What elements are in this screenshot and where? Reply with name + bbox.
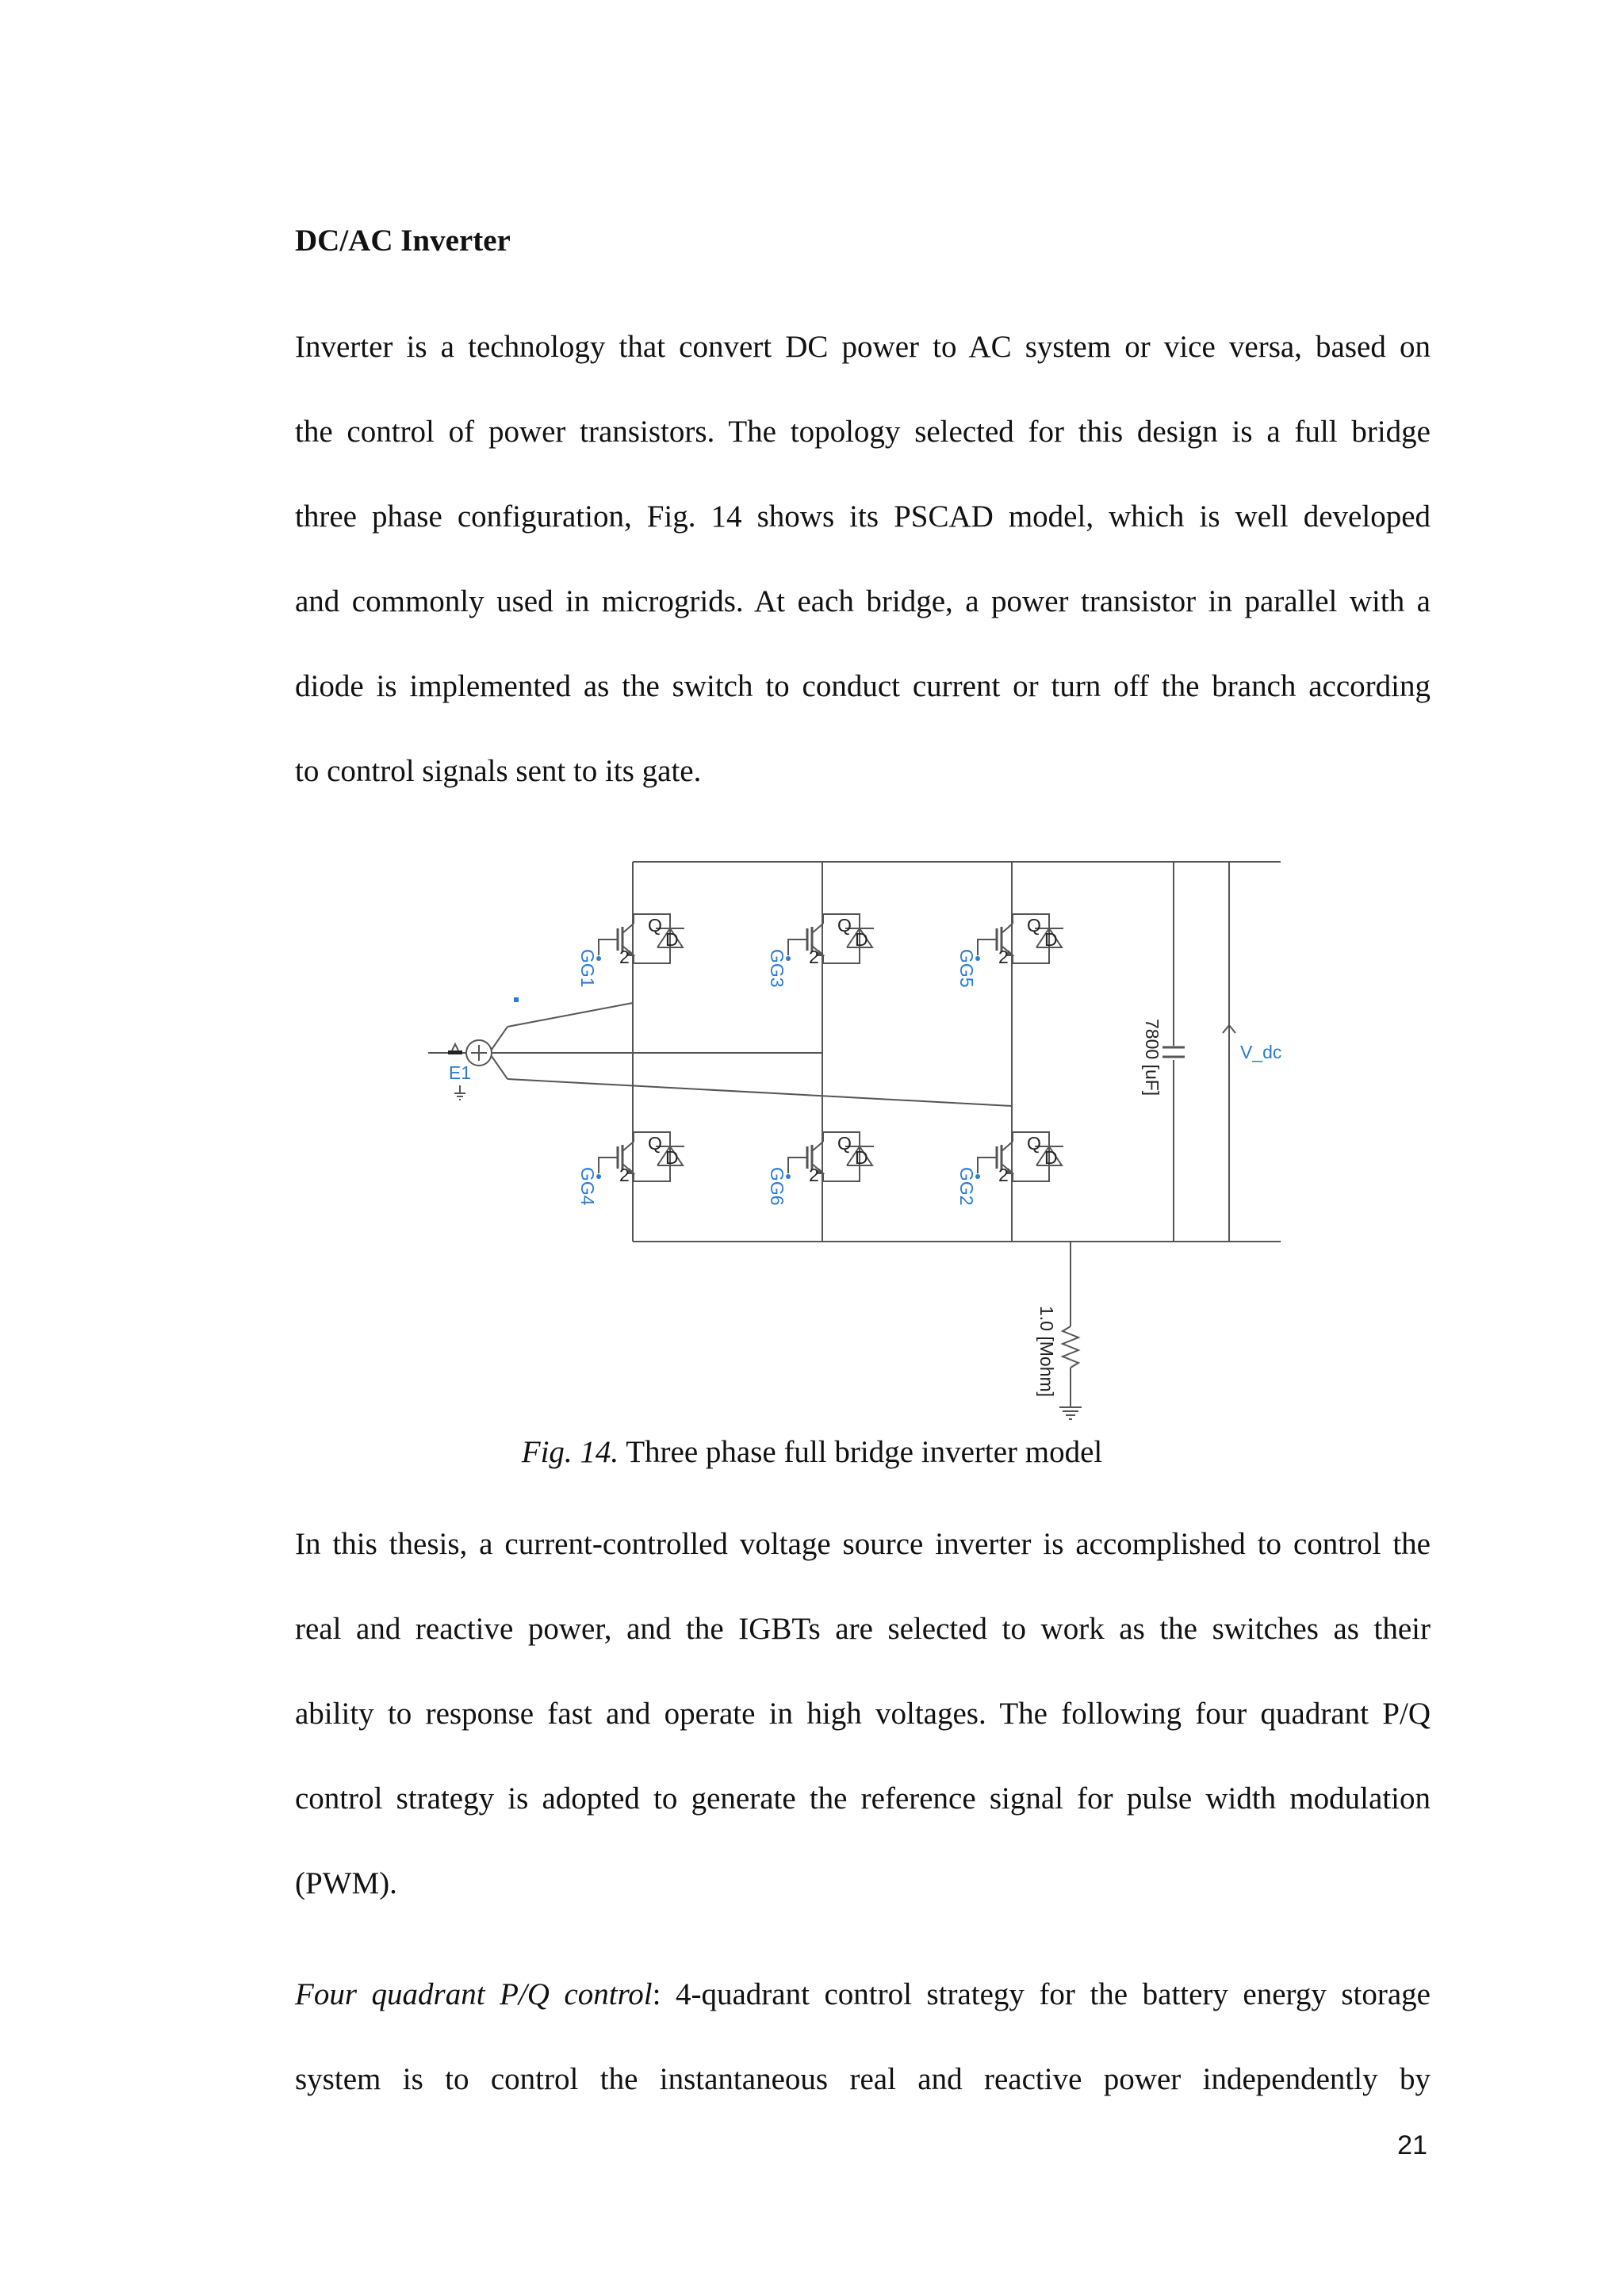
text-line: control strategy is adopted to generate the reference signal for pulse width modulation	[295, 1781, 1431, 1816]
emphasis-term: Four quadrant P/Q control	[295, 1977, 653, 2011]
figure-caption	[0, 1432, 1624, 1473]
text-line: Inverter is a technology that convert DC power to AC system or vice versa, based on	[295, 330, 1431, 364]
pulse-count-label: 2	[998, 947, 1009, 967]
transistor-label: Q	[837, 915, 852, 936]
dc-voltmeter	[1223, 1025, 1281, 1062]
gate-label: GG6	[767, 1167, 787, 1206]
pulse-count-label: 2	[998, 1165, 1009, 1185]
resistor-label: 1.0 [Mohm]	[1036, 1306, 1057, 1398]
igbt-switch-gg6	[767, 1132, 874, 1206]
collector-lead	[1002, 924, 1013, 933]
text-line: diode is implemented as the switch to conduct current or turn off the branch according	[295, 669, 1431, 703]
collector-lead	[622, 924, 634, 933]
gate-label: GG1	[577, 949, 598, 988]
gate-lead	[788, 1158, 807, 1173]
paragraph-inverter-intro	[295, 327, 1431, 836]
gate-label: GG2	[956, 1167, 977, 1206]
phase-a-wire	[508, 1003, 633, 1027]
transistor-label: Q	[648, 1133, 662, 1154]
gate-lead	[599, 1158, 618, 1173]
diode-label: D	[855, 1147, 868, 1168]
gate-label: GG5	[956, 949, 977, 988]
paragraph-control-approach	[295, 1524, 1431, 1948]
page-number: 21	[1397, 2130, 1427, 2160]
collector-lead	[812, 924, 823, 933]
gate-lead	[599, 939, 618, 955]
gate-lead	[788, 939, 807, 955]
pulse-count-label: 2	[619, 1165, 630, 1185]
gate-label: GG3	[767, 949, 787, 988]
pulse-count-label: 2	[619, 947, 630, 967]
diode-label: D	[665, 929, 679, 950]
transistor-label: Q	[648, 915, 662, 936]
source-marker-dot	[514, 997, 519, 1002]
gate-lead	[978, 939, 997, 955]
dc-link-capacitor	[1142, 1019, 1188, 1096]
text-line: system is to control the instantaneous real and reactive power independently by	[295, 2062, 1431, 2096]
igbt-switch-gg1	[577, 914, 684, 988]
voltmeter-label: V_dc	[1240, 1042, 1282, 1062]
igbt-switch-gg3	[767, 914, 874, 988]
source-label: E1	[448, 1062, 472, 1083]
source-lead-a	[489, 1027, 508, 1053]
collector-lead	[622, 1142, 634, 1151]
transistor-label: Q	[837, 1133, 852, 1154]
pulse-count-label: 2	[809, 947, 819, 967]
section-heading: DC/AC Inverter	[295, 224, 511, 258]
collector-lead	[812, 1142, 823, 1151]
diode-label: D	[665, 1147, 679, 1168]
text-line: (PWM).	[295, 1866, 397, 1900]
inverter-circuit-diagram	[428, 852, 1300, 1439]
igbt-switch-gg5	[956, 914, 1063, 988]
resistor-zigzag	[1063, 1326, 1078, 1368]
text-line: In this thesis, a current-controlled voltage source inverter is accomplished to control the	[295, 1527, 1431, 1561]
diode-label: D	[1044, 1147, 1058, 1168]
transistor-label: Q	[1027, 1133, 1041, 1154]
text-line: to control signals sent to its gate.	[295, 754, 702, 788]
text-line	[295, 1974, 1431, 2059]
gate-label: GG4	[577, 1167, 598, 1206]
igbt-switch-gg4	[577, 1132, 684, 1206]
source-lead-c	[489, 1053, 508, 1079]
text-line: real and reactive power, and the IGBTs are selected to work as the switches as their	[295, 1612, 1431, 1646]
source-terminal	[448, 1050, 462, 1054]
igbt-switch-gg2	[956, 1132, 1063, 1206]
source-arrow	[452, 1044, 458, 1050]
capacitor-label: 7800 [uF]	[1142, 1019, 1162, 1096]
phase-c-wire	[508, 1079, 1012, 1106]
figure-caption-text: Three phase full bridge inverter model	[626, 1435, 1103, 1469]
paragraph-four-quadrant	[295, 1974, 1431, 2144]
text-line: the control of power transistors. The topology selected for this design is a full bridge	[295, 415, 1431, 449]
collector-lead	[1002, 1142, 1013, 1151]
inverter-circuit-figure	[428, 852, 1300, 1439]
text-line: three phase configuration, Fig. 14 shows its PSCAD model, which is well developed	[295, 499, 1431, 534]
diode-label: D	[855, 929, 868, 950]
figure-caption-label: Fig. 14.	[521, 1435, 619, 1469]
text-line: and commonly used in microgrids. At each bridge, a power transistor in parallel with a	[295, 584, 1431, 618]
text-run: : 4-quadrant control strategy for the battery energy storage	[652, 1977, 1431, 2011]
pulse-count-label: 2	[809, 1165, 819, 1185]
text-line: ability to response fast and operate in high voltages. The following four quadrant P/Q	[295, 1697, 1431, 1731]
gate-lead	[978, 1158, 997, 1173]
transistor-label: Q	[1027, 915, 1041, 936]
diode-label: D	[1044, 929, 1058, 950]
